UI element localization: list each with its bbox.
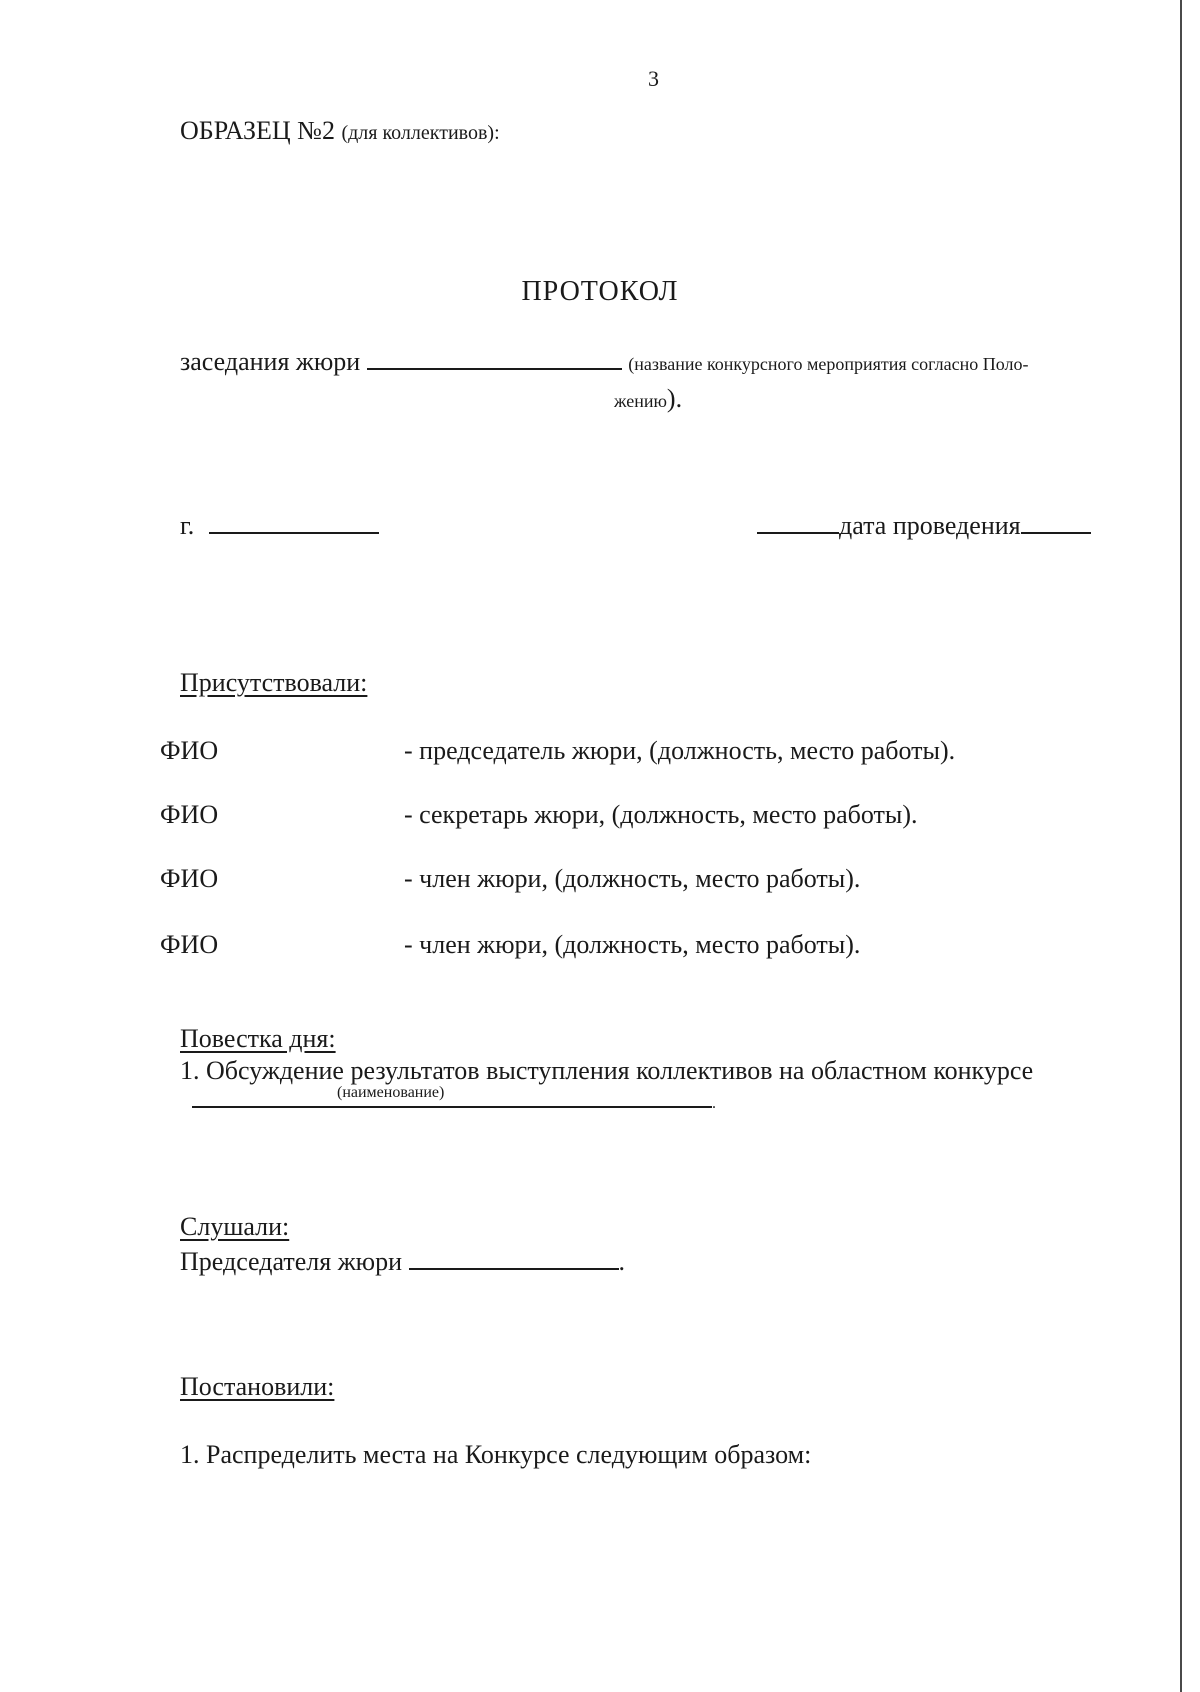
date-label: дата проведения [839, 511, 1021, 540]
sample-heading-main: ОБРАЗЕЦ №2 [180, 116, 335, 145]
city-line [180, 510, 379, 541]
agenda-name-row [192, 1084, 716, 1113]
decided-title: Постановили: [180, 1372, 335, 1401]
sample-heading-note: (для коллективов): [341, 122, 500, 144]
meeting-note-tail: ). [666, 384, 683, 413]
heard-text: Председателя жюри [180, 1247, 402, 1276]
agenda-name-end: . [712, 1095, 716, 1112]
date-line [757, 510, 1091, 541]
agenda-name-hint: (наименование) [337, 1084, 445, 1101]
document-title: ПРОТОКОЛ [521, 276, 679, 307]
member-name: ФИО [160, 930, 219, 959]
meeting-note-close: жению [614, 391, 667, 411]
meeting-line [180, 346, 1028, 377]
contest-name-blank[interactable] [367, 346, 622, 370]
date-blank-after[interactable] [1021, 510, 1091, 534]
sample-heading [180, 116, 500, 146]
decided-item: 1. Распределить места на Конкурсе следующим образом: [180, 1440, 812, 1469]
meeting-note-open: (название конкурсного мероприятия согласно Поло- [628, 354, 1029, 374]
heard-end: . [618, 1247, 625, 1276]
city-label: г. [180, 511, 195, 540]
agenda-title: Повестка дня: [180, 1024, 336, 1053]
page-number: 3 [648, 66, 659, 91]
member-role: - секретарь жюри, (должность, место работы). [404, 800, 918, 829]
city-blank[interactable] [209, 510, 379, 534]
member-name: ФИО [160, 800, 219, 829]
page-edge-line [1180, 0, 1182, 1692]
heard-title: Слушали: [180, 1212, 290, 1241]
member-name: ФИО [160, 864, 219, 893]
present-title: Присутствовали: [180, 668, 368, 697]
meeting-line-continued [614, 384, 682, 414]
member-role: - член жюри, (должность, место работы). [404, 864, 861, 893]
member-role: - член жюри, (должность, место работы). [404, 930, 861, 959]
chairman-blank[interactable] [409, 1246, 619, 1270]
agenda-name-blank[interactable] [192, 1084, 712, 1108]
date-blank-before[interactable] [757, 510, 839, 534]
meeting-prefix: заседания жюри [180, 347, 361, 376]
heard-line [180, 1246, 625, 1277]
member-role: - председатель жюри, (должность, место работы). [404, 736, 956, 765]
member-name: ФИО [160, 736, 219, 765]
agenda-item: 1. Обсуждение результатов выступления коллективов на областном конкурсе [180, 1056, 1034, 1085]
